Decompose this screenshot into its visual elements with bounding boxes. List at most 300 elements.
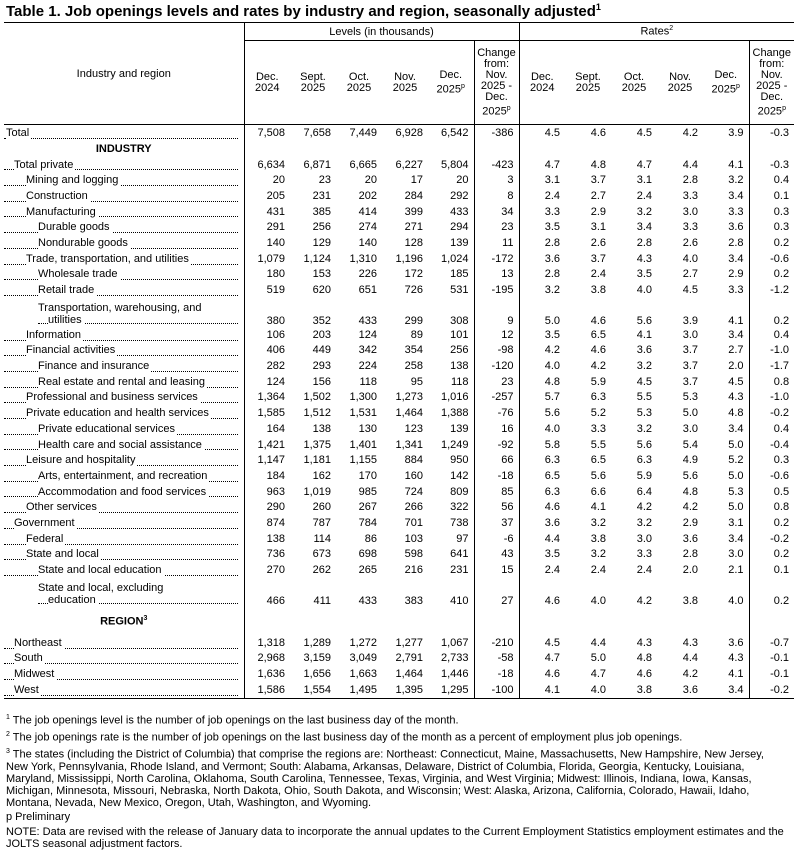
table-row [4, 172, 794, 188]
rate-cell: 5.5 [636, 391, 652, 404]
rate-cell: 6.6 [590, 485, 606, 498]
row-label: Nondurable goods [4, 235, 244, 251]
table-row [4, 188, 794, 204]
level-cell: 267 [358, 501, 377, 514]
table-row [4, 405, 794, 421]
rate-cell: 4.2 [636, 501, 652, 514]
footnote: $^3$ The states (including the District of Columbia) that comprise the regions are: Northeast: Connecticut, Maine, Massachusetts, New Hampshire, New Jersey, New York, Pennsylvania, Rhode Island, and Vermont; South: Alabama, Arkansas, Delaware, District of Columbia, Florida, Georgia, Kentucky, Louisiana, Maryland, Mississippi, North Carolina, Oklahoma, South Carolina, Tennessee, Texas, Virginia, and West Virginia; Midwest: Illinois, Indiana, Iowa, Kansas, Michigan, Minnesota, Missouri, Nebraska, North Dakota, Ohio, South Dakota, and Wisconsin; West: Alaska, Arizona, California, Colorado, Hawaii, Idaho, Montana, Nevada, New Mexico, Oregon, Utah, Washington, and Wyoming. [6, 747, 764, 810]
level-cell: 260 [312, 501, 331, 514]
rate-cell: 4.0 [519, 421, 565, 437]
level-cell: 1,249 [440, 438, 469, 451]
level-cell: 1,300 [349, 391, 377, 404]
rate-cell: 0.2 [749, 578, 794, 607]
table-row [4, 515, 794, 531]
level-cell: 2,968 [244, 651, 290, 667]
rate-cell: 3.4 [728, 189, 744, 202]
row-label: Finance and insurance [4, 358, 244, 374]
rate-cell: 6.3 [590, 391, 606, 404]
level-cell: 265 [358, 564, 377, 577]
column-header: Dec. 2024 [244, 41, 290, 125]
level-cell: 308 [450, 314, 469, 327]
level-cell: 1,277 [395, 636, 423, 649]
row-label: Federal [4, 531, 244, 547]
rate-cell: -0.2 [749, 405, 794, 421]
level-cell: 3,049 [349, 652, 377, 665]
rate-cell: 0.8 [749, 499, 794, 515]
row-label: Total private [4, 157, 244, 173]
level-cell: 784 [358, 516, 377, 529]
rate-cell: 3.8 [682, 594, 698, 607]
rate-cell: 4.5 [682, 284, 698, 297]
level-cell: -58 [474, 651, 519, 667]
rate-cell: 3.1 [519, 172, 565, 188]
level-cell: 1,586 [244, 682, 290, 698]
level-cell: 226 [358, 268, 377, 281]
level-cell: -210 [474, 635, 519, 651]
rate-cell: 3.2 [636, 205, 652, 218]
level-cell: 23 [474, 374, 519, 390]
rate-cell: 0.4 [749, 421, 794, 437]
row-label: Information [4, 327, 244, 343]
level-cell: 410 [450, 594, 469, 607]
section-row [4, 141, 794, 157]
rate-cell: 3.1 [590, 221, 606, 234]
rate-cell: 4.5 [728, 375, 744, 388]
rate-cell: 4.7 [590, 668, 606, 681]
level-cell: -98 [474, 343, 519, 359]
rate-cell: 4.0 [636, 284, 652, 297]
level-cell: 7,449 [349, 126, 377, 139]
level-cell: 180 [244, 267, 290, 283]
level-cell: 466 [244, 578, 290, 607]
row-label: Manufacturing [4, 204, 244, 220]
level-cell: 6,634 [244, 157, 290, 173]
level-cell: 1,464 [395, 407, 423, 420]
rate-cell: 4.3 [636, 252, 652, 265]
rate-cell: 6.4 [636, 485, 652, 498]
level-cell: 106 [244, 327, 290, 343]
change-column-header: Change from: Nov. 2025 - Dec. 2025$^p$ [474, 41, 519, 125]
rate-cell: 3.3 [682, 221, 698, 234]
rate-cell: 3.2 [519, 282, 565, 298]
level-cell: 258 [404, 360, 423, 373]
row-label: South [4, 651, 244, 667]
rate-cell: -0.1 [749, 666, 794, 682]
level-cell: 406 [244, 343, 290, 359]
level-cell: -6 [474, 531, 519, 547]
rate-cell: 5.3 [636, 407, 652, 420]
level-cell: 433 [358, 594, 377, 607]
level-cell: 1,531 [349, 407, 377, 420]
level-cell: 293 [312, 360, 331, 373]
level-cell: 433 [450, 205, 469, 218]
level-cell: 114 [313, 532, 331, 545]
rate-cell: -0.6 [749, 251, 794, 267]
rate-cell: 4.3 [682, 636, 698, 649]
table-row [4, 531, 794, 547]
level-cell: 20 [364, 174, 377, 187]
rate-cell: 4.5 [519, 125, 565, 141]
table-row [4, 484, 794, 500]
rate-cell: 3.8 [611, 682, 657, 698]
level-cell: 884 [404, 454, 423, 467]
rate-cell: 5.6 [636, 438, 652, 451]
rate-cell: 5.7 [519, 390, 565, 406]
rate-cell: 3.9 [682, 314, 698, 327]
footnotes [6, 712, 786, 852]
rate-cell: 4.8 [590, 158, 606, 171]
rate-cell: 4.1 [728, 158, 744, 171]
table-row [4, 452, 794, 468]
level-cell: 43 [474, 547, 519, 563]
rate-cell: 3.0 [682, 205, 698, 218]
level-cell: 124 [358, 328, 377, 341]
level-cell: -18 [474, 666, 519, 682]
column-header: Sept. 2025 [565, 41, 611, 125]
level-cell: 1,663 [349, 668, 377, 681]
level-cell: 290 [244, 499, 290, 515]
level-cell: 1,364 [244, 390, 290, 406]
rate-cell: 3.6 [728, 221, 744, 234]
level-cell: 95 [410, 375, 423, 388]
rate-cell: 4.3 [636, 636, 652, 649]
rate-cell: 3.4 [728, 252, 744, 265]
level-cell: 231 [312, 189, 331, 202]
level-cell: 1,318 [244, 635, 290, 651]
level-cell: 66 [474, 452, 519, 468]
level-cell: 385 [312, 205, 331, 218]
level-cell: -195 [474, 282, 519, 298]
rate-cell: 6.5 [590, 328, 606, 341]
rate-cell: 3.7 [682, 344, 698, 357]
level-cell: 1,401 [349, 438, 377, 451]
table-row [4, 651, 794, 667]
level-cell: 139 [450, 236, 469, 249]
level-cell: 6,665 [349, 158, 377, 171]
rate-cell: 4.1 [728, 668, 744, 681]
table-row [4, 358, 794, 374]
level-cell: 724 [404, 485, 423, 498]
level-cell: 736 [244, 547, 290, 563]
rate-cell: 4.9 [682, 454, 698, 467]
table-row [4, 298, 794, 327]
table-row [4, 374, 794, 390]
rate-cell: 5.3 [728, 485, 744, 498]
rate-cell: -0.6 [749, 468, 794, 484]
rate-cell: 4.6 [590, 314, 606, 327]
rate-cell: 0.2 [749, 298, 794, 327]
level-cell: 274 [358, 221, 377, 234]
rate-cell: -0.3 [749, 125, 794, 141]
row-label: Real estate and rental and leasing [4, 374, 244, 390]
rate-cell: 5.6 [682, 469, 698, 482]
rate-cell: 0.3 [749, 204, 794, 220]
level-cell: 128 [404, 236, 423, 249]
table-title: Table 1. Job openings levels and rates by industry and region, seasonally adjusted$^1$ [6, 2, 601, 20]
rate-cell: 4.1 [519, 682, 565, 698]
level-cell: 140 [358, 236, 377, 249]
rate-cell: 5.2 [728, 454, 744, 467]
rate-cell: 3.5 [519, 219, 565, 235]
level-cell: 17 [410, 174, 423, 187]
level-cell: 16 [474, 421, 519, 437]
level-cell: 89 [410, 328, 423, 341]
rate-cell: 3.2 [636, 516, 652, 529]
rate-cell: 3.4 [636, 221, 652, 234]
level-cell: 380 [244, 298, 290, 327]
level-cell: 1,636 [244, 666, 290, 682]
rate-cell: 3.2 [590, 516, 606, 529]
level-cell: 787 [312, 516, 331, 529]
table-row [4, 157, 794, 173]
column-header: Oct. 2025 [611, 41, 657, 125]
level-cell: 673 [312, 548, 331, 561]
rate-cell: 4.8 [519, 374, 565, 390]
row-label: Midwest [4, 666, 244, 682]
level-cell: -92 [474, 437, 519, 453]
level-cell: 170 [358, 469, 377, 482]
rate-cell: 3.2 [728, 174, 744, 187]
rate-cell: 3.5 [636, 268, 652, 281]
level-cell: 1,079 [244, 251, 290, 267]
level-cell: 294 [450, 221, 469, 234]
table-row [4, 235, 794, 251]
column-header: Dec. 2025$^p$ [703, 41, 749, 125]
level-cell: 431 [244, 204, 290, 220]
level-cell: 6,871 [303, 158, 331, 171]
level-cell: 270 [244, 562, 290, 578]
rate-cell: 2.4 [519, 562, 565, 578]
rate-cell: 4.6 [636, 668, 652, 681]
rate-cell: 5.4 [682, 438, 698, 451]
rate-cell: 5.0 [682, 407, 698, 420]
level-cell: 271 [404, 221, 423, 234]
level-cell: 1,310 [349, 252, 377, 265]
level-cell: 7,508 [244, 125, 290, 141]
rate-cell: 2.4 [590, 268, 606, 281]
rate-cell: 6.3 [519, 452, 565, 468]
level-cell: 1,446 [440, 668, 469, 681]
column-header: Oct. 2025 [336, 41, 382, 125]
stub-header: Industry and region [4, 23, 244, 125]
level-cell: 1,421 [244, 437, 290, 453]
table-row [4, 343, 794, 359]
rate-cell: 3.3 [728, 284, 744, 297]
level-cell: 414 [358, 205, 377, 218]
level-cell: 809 [450, 485, 469, 498]
level-cell: 138 [244, 531, 290, 547]
rate-cell: 4.7 [519, 157, 565, 173]
change-column-header: Change from: Nov. 2025 - Dec. 2025$^p$ [749, 41, 794, 125]
level-cell: 224 [358, 360, 377, 373]
level-cell: 164 [244, 421, 290, 437]
level-cell: 1,024 [440, 252, 469, 265]
level-cell: 1,585 [244, 405, 290, 421]
rate-cell: 4.4 [590, 636, 606, 649]
rate-cell: -0.1 [749, 651, 794, 667]
level-cell: 124 [244, 374, 290, 390]
level-cell: 266 [404, 501, 423, 514]
row-label: State and local [4, 547, 244, 563]
level-cell: 299 [404, 314, 423, 327]
level-cell: 698 [358, 548, 377, 561]
row-label: Total [4, 125, 244, 141]
header-group-row [4, 23, 794, 41]
rate-cell: 4.6 [519, 499, 565, 515]
row-label: Financial activities [4, 343, 244, 359]
table-row [4, 282, 794, 298]
level-cell: 129 [312, 236, 331, 249]
level-cell: 1,395 [382, 682, 428, 698]
level-cell: 1,147 [244, 452, 290, 468]
rate-cell: 5.3 [682, 391, 698, 404]
rate-cell: 3.2 [636, 422, 652, 435]
rate-cell: 5.0 [590, 652, 606, 665]
row-label: Retail trade [4, 282, 244, 298]
table-row [4, 219, 794, 235]
rate-cell: 3.4 [728, 422, 744, 435]
rate-cell: 2.4 [590, 564, 606, 577]
rate-cell: 5.6 [636, 314, 652, 327]
rate-cell: 3.6 [519, 515, 565, 531]
row-label: Other services [4, 499, 244, 515]
level-cell: 1,295 [428, 682, 474, 698]
rate-cell: 3.3 [519, 204, 565, 220]
level-cell: 1,196 [395, 252, 423, 265]
rate-cell: 4.8 [636, 652, 652, 665]
level-cell: 12 [474, 327, 519, 343]
row-label: Accommodation and food services [4, 484, 244, 500]
rate-cell: 5.6 [590, 469, 606, 482]
level-cell: -100 [474, 682, 519, 698]
level-cell: 15 [474, 562, 519, 578]
rate-cell: 2.8 [519, 267, 565, 283]
table-row [4, 578, 794, 607]
rates-group-header: Rates$^2$ [519, 23, 794, 41]
level-cell: 449 [312, 344, 331, 357]
rate-cell: 4.7 [636, 158, 652, 171]
level-cell: 6,928 [395, 126, 423, 139]
level-cell: 383 [404, 594, 423, 607]
rate-cell: 4.0 [728, 594, 744, 607]
level-cell: 292 [450, 189, 469, 202]
level-cell: 701 [404, 516, 423, 529]
rate-cell: 3.9 [728, 126, 744, 139]
rate-cell: 2.8 [682, 548, 698, 561]
level-cell: 950 [450, 454, 469, 467]
level-cell: 123 [404, 422, 423, 435]
level-cell: 8 [474, 188, 519, 204]
level-cell: 140 [244, 235, 290, 251]
level-cell: 6,542 [440, 126, 469, 139]
level-cell: 985 [358, 485, 377, 498]
level-cell: 738 [450, 516, 469, 529]
level-cell: 130 [358, 422, 377, 435]
rate-cell: 3.0 [636, 532, 652, 545]
footnote: $^2$ The job openings rate is the number of job openings on the last business day of the month as a percent of employment plus job openings. [6, 730, 683, 744]
level-cell: 284 [404, 189, 423, 202]
rate-cell: 3.1 [728, 516, 744, 529]
level-cell: 23 [318, 174, 331, 187]
rate-cell: 4.6 [519, 666, 565, 682]
level-cell: 6,227 [395, 158, 423, 171]
rate-cell: 4.6 [519, 578, 565, 607]
rate-cell: 3.7 [682, 360, 698, 373]
column-header: Sept. 2025 [290, 41, 336, 125]
table-row [4, 547, 794, 563]
level-cell: 231 [450, 564, 469, 577]
rate-cell: 4.2 [682, 501, 698, 514]
table-row [4, 468, 794, 484]
rate-cell: 0.8 [749, 374, 794, 390]
rate-cell: 3.0 [682, 328, 698, 341]
level-cell: 203 [312, 328, 331, 341]
column-header: Nov. 2025 [657, 41, 703, 125]
table-row [4, 666, 794, 682]
level-cell: 256 [312, 221, 331, 234]
rate-cell: 4.4 [519, 531, 565, 547]
row-label: Health care and social assistance [4, 437, 244, 453]
rate-cell: 0.2 [749, 547, 794, 563]
rate-cell: 4.4 [682, 158, 698, 171]
level-cell: -172 [474, 251, 519, 267]
rate-cell: 3.8 [590, 284, 606, 297]
level-cell: 153 [312, 268, 331, 281]
section-row [4, 613, 794, 629]
level-cell: 726 [404, 284, 423, 297]
row-label: Private education and health services [4, 405, 244, 421]
level-cell: 172 [404, 268, 423, 281]
level-cell: 874 [244, 515, 290, 531]
rate-cell: 3.3 [728, 205, 744, 218]
rate-cell: 6.5 [519, 468, 565, 484]
row-label: Private educational services [4, 421, 244, 437]
level-cell: 1,375 [303, 438, 331, 451]
column-header: Nov. 2025 [382, 41, 428, 125]
level-cell: 282 [244, 358, 290, 374]
rate-cell: 5.0 [519, 298, 565, 327]
rate-cell: 0.4 [749, 172, 794, 188]
rate-cell: 2.8 [728, 236, 744, 249]
level-cell: 1,067 [440, 636, 469, 649]
rate-cell: 5.0 [728, 501, 744, 514]
level-cell: 1,512 [303, 407, 331, 420]
row-label: State and local, excluding education [4, 578, 244, 607]
row-label: Leisure and hospitality [4, 452, 244, 468]
level-cell: 1,155 [349, 454, 377, 467]
rate-cell: 0.3 [749, 452, 794, 468]
level-cell: 1,181 [303, 454, 331, 467]
level-cell: 399 [404, 205, 423, 218]
rate-cell: 3.6 [728, 636, 744, 649]
level-cell: 162 [312, 469, 331, 482]
rate-cell: 4.6 [590, 126, 606, 139]
rate-cell: 2.8 [682, 174, 698, 187]
level-cell: 620 [312, 284, 331, 297]
level-cell: -423 [474, 157, 519, 173]
level-cell: 641 [450, 548, 469, 561]
rate-cell: 3.6 [657, 682, 703, 698]
table-row [4, 562, 794, 578]
rate-cell: 4.0 [682, 252, 698, 265]
level-cell: 184 [244, 468, 290, 484]
level-cell: 433 [358, 314, 377, 327]
rate-cell: 5.0 [728, 469, 744, 482]
rate-cell: 2.1 [728, 564, 744, 577]
level-cell: 205 [244, 188, 290, 204]
level-cell: 1,388 [440, 407, 469, 420]
rate-cell: 5.6 [519, 405, 565, 421]
